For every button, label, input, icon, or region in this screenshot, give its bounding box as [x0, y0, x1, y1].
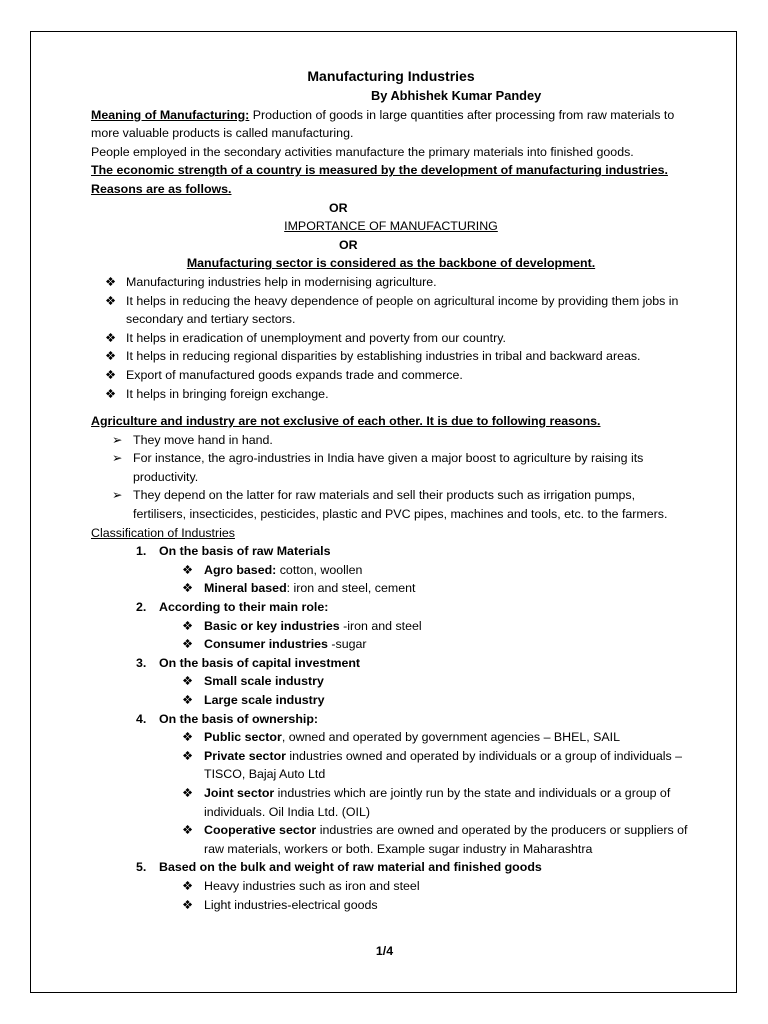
importance-heading: IMPORTANCE OF MANUFACTURING — [284, 219, 498, 234]
diamond-bullet-icon: ❖ — [182, 637, 194, 652]
diamond-bullet-icon: ❖ — [105, 330, 117, 345]
list-item: ❖ It helps in reducing the heavy dependence of people on agricultural income by providing them jobs in secondary and tertiary sectors. — [105, 293, 679, 327]
classification-item: 3. On the basis of capital investment ❖ Small scale industry ❖ Large scale industry — [91, 654, 691, 710]
diamond-bullet-icon: ❖ — [182, 562, 194, 577]
or-separator-2: OR — [339, 237, 358, 252]
diamond-bullet-icon: ❖ — [182, 693, 194, 707]
employed-paragraph: People employed in the secondary activities manufacture the primary materials into finished goods. — [91, 144, 634, 159]
strength-heading: The economic strength of a country is measured by the development of manufacturing industries. Reasons are as follows. — [91, 163, 668, 196]
list-item: ❖ It helps in eradication of unemployment and poverty from our country. — [91, 329, 691, 348]
list-item: ❖ Export of manufactured goods expands trade and commerce. — [91, 366, 691, 385]
arrow-bullet-icon: ➢ — [112, 451, 123, 466]
list-item: ❖ Cooperative sector industries are owned and operated by the producers or suppliers of raw materials, workers or both. Example sugar industry in Maharashtra — [182, 823, 688, 856]
list-item: ❖ Joint sector industries which are jointly run by the state and individuals or a group of individuals. Oil India Ltd. (OIL) — [182, 785, 671, 819]
document-content — [91, 67, 691, 914]
list-item: ❖ Light industries-electrical goods — [159, 896, 691, 915]
arrow-bullet-icon: ➢ — [112, 488, 123, 503]
list-item: ❖ Mineral based: iron and steel, cement — [159, 579, 691, 598]
list-item: ➢ They move hand in hand. — [98, 431, 691, 450]
list-item: ❖ Heavy industries such as iron and steel — [159, 877, 691, 896]
backbone-heading: Manufacturing sector is considered as the backbone of development. — [186, 256, 596, 271]
diamond-bullet-icon: ❖ — [182, 897, 194, 912]
list-item: ❖ Agro based: cotton, woollen — [159, 561, 691, 580]
classification-item: 4. On the basis of ownership: ❖ Public sector, owned and operated by government agencies – BHEL, SAIL ❖ Private sector industries owned and operated by individuals or a group of individuals –TISCO, Bajaj Auto Ltd ❖ Joint sector industries which are jointly run by the state and individuals or a group of individuals. Oil India Ltd. (OIL) ❖ Cooperative sector industries are owned and operated by the producers or suppliers of raw materials, workers or both. Example sugar industry in Maharashtra — [91, 710, 691, 859]
classification-item: 2. According to their main role: ❖ Basic or key industries -iron and steel ❖ Consumer industries -sugar — [91, 598, 691, 654]
meaning-text: Production of goods in large quantities after processing from raw materials to more valuable products is called manufacturing. — [91, 107, 675, 141]
document-author: By Abhishek Kumar Pandey — [371, 88, 542, 103]
list-item: ❖ Public sector, owned and operated by government agencies – BHEL, SAIL — [159, 728, 691, 747]
classification-item: 1. On the basis of raw Materials ❖ Agro based: cotton, woollen ❖ Mineral based: iron and steel, cement — [91, 542, 691, 598]
classification-item: 5. Based on the bulk and weight of raw material and finished goods ❖ Heavy industries such as iron and steel ❖ Light industries-electrical goods — [91, 858, 691, 914]
diamond-bullet-icon: ❖ — [182, 674, 194, 689]
list-item: ❖ It helps in bringing foreign exchange. — [91, 385, 691, 404]
diamond-bullet-icon: ❖ — [182, 618, 194, 633]
list-item: ❖ It helps in reducing regional disparities by establishing industries in tribal and backward areas. — [91, 347, 691, 366]
diamond-bullet-icon: ❖ — [105, 367, 117, 382]
list-item: ❖ Consumer industries -sugar — [159, 635, 691, 654]
classification-list — [91, 542, 691, 914]
diamond-bullet-icon: ❖ — [182, 581, 194, 596]
arrow-bullet-icon: ➢ — [112, 432, 123, 447]
diamond-bullet-icon: ❖ — [105, 349, 117, 364]
list-item: ❖ Small scale industry — [159, 672, 691, 691]
importance-list — [91, 273, 691, 403]
document-title: Manufacturing Industries — [307, 68, 475, 84]
diamond-bullet-icon: ❖ — [182, 823, 194, 838]
meaning-label: Meaning of Manufacturing: — [91, 107, 250, 122]
list-item: ❖ Private sector industries owned and operated by individuals or a group of individuals –TISCO, Bajaj Auto Ltd — [182, 748, 683, 782]
list-item: ➢ They depend on the latter for raw materials and sell their products such as irrigation pumps, fertilisers, insecticides, pesticides, plastic and PVC pipes, machines and tools, etc. to the farmers. — [112, 488, 668, 522]
document-page — [30, 31, 737, 993]
meaning-paragraph — [91, 106, 691, 143]
diamond-bullet-icon: ❖ — [182, 878, 194, 893]
diamond-bullet-icon: ❖ — [105, 386, 117, 401]
diamond-bullet-icon: ❖ — [182, 730, 194, 745]
agriculture-list — [98, 431, 691, 524]
diamond-bullet-icon: ❖ — [182, 785, 194, 800]
list-item: ❖ Manufacturing industries help in modernising agriculture. — [91, 273, 691, 292]
classification-heading: Classification of Industries — [91, 525, 235, 540]
list-item: ❖ Basic or key industries -iron and steel — [159, 617, 691, 636]
list-item: ➢ For instance, the agro-industries in India have given a major boost to agriculture by raising its productivity. — [112, 451, 644, 484]
diamond-bullet-icon: ❖ — [105, 274, 117, 289]
or-separator-1: OR — [329, 200, 348, 215]
page-number: 1/4 — [375, 944, 394, 958]
diamond-bullet-icon: ❖ — [182, 748, 194, 763]
list-item: ❖ Large scale industry — [159, 691, 691, 710]
diamond-bullet-icon: ❖ — [105, 293, 117, 308]
spacer — [91, 403, 691, 412]
agriculture-heading: Agriculture and industry are not exclusive of each other. It is due to following reasons. — [91, 414, 601, 429]
